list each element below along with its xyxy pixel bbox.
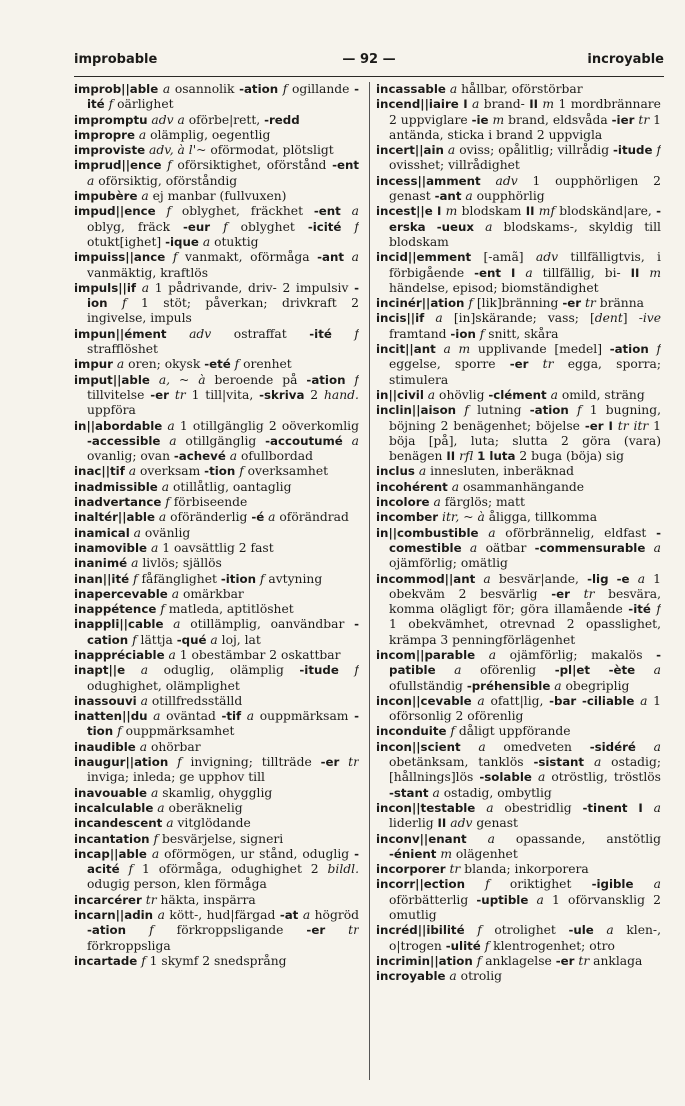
dictionary-entry: incarcérer tr häkta, inspärra: [74, 892, 256, 907]
dictionary-entry: incrimin||ation f anklagelse -er tr anklaga: [376, 953, 643, 968]
dictionary-entry: incest||e I m blodskam II mf blodskänd|are, -erska -ueux a blodskams-, skyldig till blodskam: [376, 204, 661, 249]
dictionary-entry: in||civil a ohövlig -clément a omild, sträng: [376, 387, 645, 402]
dictionary-entry: impuiss||ance f vanmakt, oförmåga -ant a vanmäktig, kraftlös: [74, 250, 359, 280]
dictionary-entry: imput||able a, ~ à beroende på -ation f tillvitelse -er tr 1 till|vita, -skriva 2 hand. uppföra: [74, 372, 359, 418]
left-column: [74, 82, 359, 1082]
dictionary-entry: incess||amment adv 1 oupphörligen 2 genast -ant a oupphörlig: [376, 173, 661, 204]
dictionary-entry: incréd||ibilité f otrolighet -ule a klen-, o|trogen -ulité f klentrogenhet; otro: [376, 923, 661, 953]
dictionary-entry: incommod||ant a besvär|ande, -lig -e a 1 obekväm 2 besvärlig -er tr besvära, komma olägligt för; göra illamående -ité f 1 obekvämhet, otrevnad 2 opasslighet, krämpa 3 penningförlägenhet: [376, 571, 661, 647]
dictionary-entry: improb||able a osannolik -ation f ogillande -ité f oärlighet: [74, 82, 359, 112]
dictionary-entry: incorporer tr blanda; inkorporera: [376, 862, 589, 877]
dictionary-entry: inamical a ovänlig: [74, 525, 191, 540]
dictionary-entry: impun||ément adv ostraffat -ité f strafflöshet: [74, 326, 359, 357]
dictionary-entry: incassable a hållbar, oförstörbar: [376, 82, 583, 96]
dictionary-entry: impud||ence f oblyghet, fräckhet -ent a oblyg, fräck -eur f oblyghet -icité f otukt[ighet] -ique a otuktig: [74, 204, 359, 249]
dictionary-entry: incis||if a [in]skärande; vass; [dent] -ive framtand -ion f snitt, skåra: [376, 311, 661, 341]
dictionary-entry: in||abordable a 1 otillgänglig 2 oöverkomlig -accessible a otillgänglig -accoutumé a ovanlig; ovan -achevé a ofullbordad: [74, 418, 359, 464]
dictionary-entry: inan||ité f fåfänglighet -ition f avtyning: [74, 571, 323, 586]
dictionary-entry: inconduite f dåligt uppförande: [376, 724, 571, 739]
dictionary-entry: incroyable a otrolig: [376, 969, 503, 984]
dictionary-entry: inappétence f matleda, aptitlöshet: [74, 602, 294, 617]
dictionary-entry: incarn||adin a kött-, hud|färgad -at a högröd -ation f förkroppsligande -er tr förkroppsliga: [74, 908, 359, 953]
dictionary-entry: inanimé a livlös; själlös: [74, 556, 222, 571]
dictionary-entry: imprud||ence f oförsiktighet, oförstånd -ent a oförsiktig, oförståndig: [74, 158, 359, 188]
page-number: — 92 —: [342, 52, 396, 67]
header-rule: [74, 76, 664, 77]
dictionary-entry: inadmissible a otillåtlig, oantaglig: [74, 479, 292, 494]
dictionary-entry: incorr||ection f oriktighet -igible a oförbätterlig -uptible a 1 oförvansklig 2 omutlig: [376, 877, 661, 923]
dictionary-entry: inclin||aison f lutning -ation f 1 bugning, böjning 2 benägenhet; böjelse -er I tr itr 1 böja [på], luta; slutta 2 göra (vara) benägen II rfl 1 luta 2 buga (böja) sig: [376, 403, 661, 464]
dictionary-entry: inaudible a ohörbar: [74, 739, 201, 754]
dictionary-entry: inamovible a 1 oavsättlig 2 fast: [74, 540, 274, 555]
header-first-word: improbable: [74, 52, 158, 67]
dictionary-entry: inappli||cable a otillämplig, oanvändbar -cation f lättja -qué a loj, lat: [74, 617, 359, 647]
dictionary-entry: inappréciable a 1 obestämbar 2 oskattbar: [74, 647, 341, 662]
dictionary-entry: incit||ant a m upplivande [medel] -ation f eggelse, sporre -er tr egga, sporra; stimulera: [376, 342, 661, 387]
dictionary-entry: incon||scient a omedveten -sidéré a obetänksam, tanklös -sistant a ostadig; [hållnings]lös -solable a otröstlig, tröstlös -stant a ostadig, ombytlig: [376, 739, 661, 800]
header-last-word: incroyable: [587, 52, 664, 67]
dictionary-entry: incinér||ation f [lik]bränning -er tr bränna: [376, 296, 644, 311]
right-column: [376, 82, 661, 1082]
dictionary-entry: inadvertance f förbiseende: [74, 495, 248, 510]
dictionary-entry: incend||iaire I a brand- II m 1 mordbrännare 2 uppviglare -ie m brand, eldsvåda -ier tr 1 antända, sticka i brand 2 uppvigla: [376, 97, 661, 142]
dictionary-entry: impuls||if a 1 pådrivande, driv- 2 impulsiv -ion f 1 stöt; påverkan; drivkraft 2 ingivelse, impuls: [74, 280, 359, 326]
dictionary-entry: incomber itr, ~ à åligga, tillkomma: [376, 510, 598, 525]
dictionary-entry: impur a oren; okysk -eté f orenhet: [74, 357, 292, 372]
dictionary-entry: inassouvi a otillfredsställd: [74, 693, 243, 708]
page-header: [74, 52, 664, 72]
dictionary-entry: incandescent a vitglödande: [74, 816, 251, 831]
column-divider: [369, 82, 370, 1080]
dictionary-entry: inavouable a skamlig, ohygglig: [74, 785, 273, 800]
dictionary-entry: inapt||e a oduglig, olämplig -itude f odughighet, olämplighet: [74, 663, 359, 693]
dictionary-entry: inapercevable a omärkbar: [74, 586, 244, 601]
dictionary-entry: impropre a olämplig, oegentlig: [74, 127, 271, 142]
dictionary-entry: in||combustible a oförbrännelig, eldfast -comestible a oätbar -commensurable a ojämförlig; omätlig: [376, 525, 661, 571]
dictionary-entry: inatten||du a oväntad -tif a ouppmärksam -tion f ouppmärksamhet: [74, 709, 359, 739]
dictionary-entry: incolore a färglös; matt: [376, 495, 525, 510]
dictionary-entry: incap||able a oförmögen, ur stånd, oduglig -acité f 1 oförmåga, odughighet 2 bildl. odugig person, klen förmåga: [74, 846, 359, 892]
dictionary-entry: inaugur||ation f invigning; tillträde -er tr inviga; inleda; ge upphov till: [74, 755, 359, 785]
dictionary-entry: incartade f 1 skymf 2 snedsprång: [74, 953, 287, 968]
dictionary-entry: inac||tif a overksam -tion f overksamhet: [74, 464, 329, 479]
dictionary-entry: incon||cevable a ofatt|lig, -bar -ciliable a 1 oförsonlig 2 oförenlig: [376, 693, 661, 724]
dictionary-entry: incantation f besvärjelse, signeri: [74, 831, 284, 846]
dictionary-entry: inconv||enant a opassande, anstötlig -énient m olägenhet: [376, 831, 661, 861]
dictionary-entry: impubère a ej manbar (fullvuxen): [74, 189, 287, 204]
dictionary-entry: incert||ain a oviss; opålitlig; villrådig -itude f ovisshet; villrådighet: [376, 143, 661, 173]
dictionary-entry: impromptu adv a oförbe|rett, -redd: [74, 112, 300, 127]
dictionary-entry: incid||emment [-amã] adv tillfälligtvis, i förbigående -ent I a tillfällig, bi- II m händelse, episod; biomständighet: [376, 250, 661, 295]
dictionary-entry: incon||testable a obestridlig -tinent I a liderlig II adv genast: [376, 800, 661, 831]
dictionary-entry: inaltér||able a oföränderlig -é a oförändrad: [74, 510, 349, 525]
dictionary-entry: incohérent a osammanhängande: [376, 479, 585, 494]
dictionary-entry: incom||parable a ojämförlig; makalös -patible a oförenlig -pl|et -ète a ofullständig -préhensible a obegriplig: [376, 647, 661, 693]
dictionary-entry: inclus a innesluten, inberäknad: [376, 464, 575, 479]
dictionary-entry: incalculable a oberäknelig: [74, 800, 243, 815]
dictionary-entry: improviste adv, à l'~ oförmodat, plötsligt: [74, 143, 334, 158]
